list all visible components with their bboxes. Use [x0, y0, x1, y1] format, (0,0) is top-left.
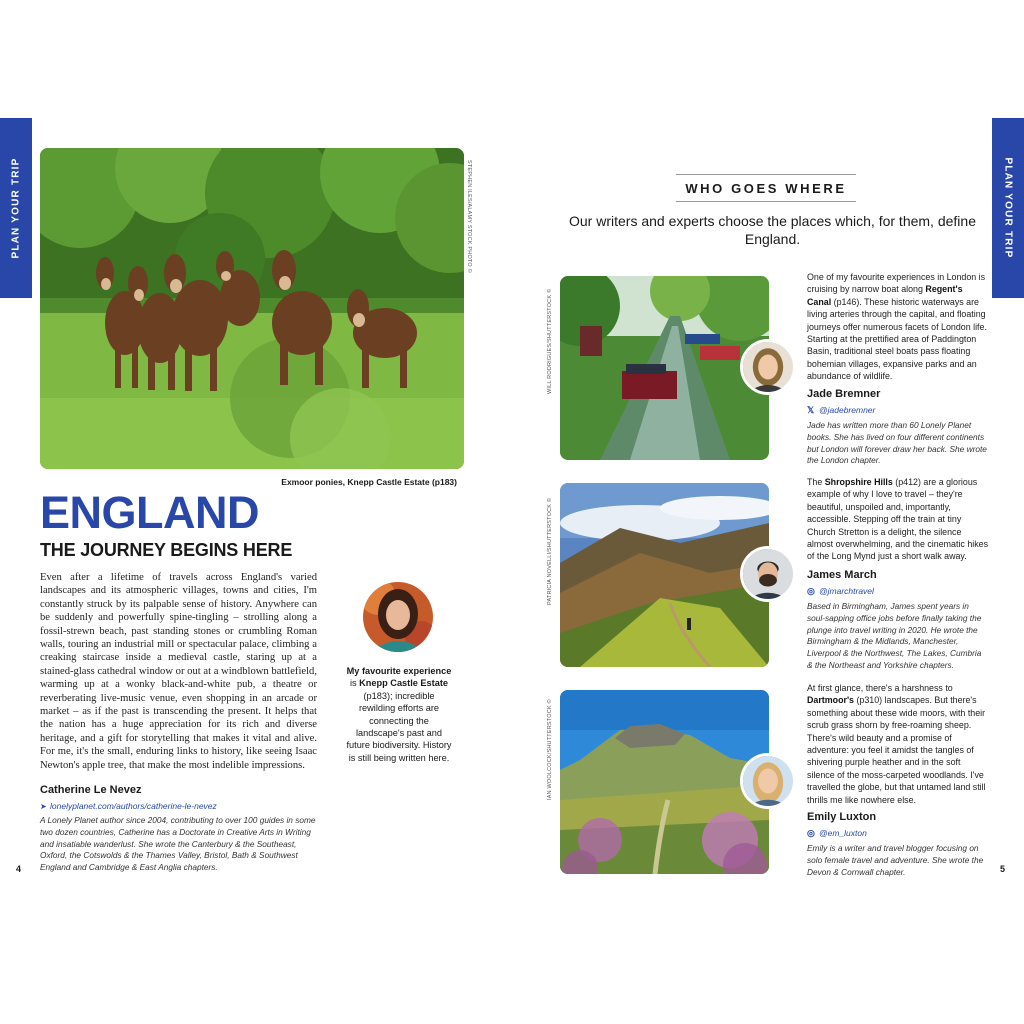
section-heading: WHO GOES WHERE: [685, 181, 847, 196]
section-tab-label: PLAN YOUR TRIP: [1002, 157, 1014, 259]
photo-credit: IAN WOOLCOCK/SHUTTERSTOCK ©: [547, 699, 553, 800]
author-avatar: [740, 753, 796, 809]
favourite-lead: My favourite experience: [346, 666, 452, 676]
page-number-left: 4: [16, 864, 22, 874]
author-bio: Jade has written more than 60 Lonely Planet books. She has lived on four different continents but London will forever draw her back. She wrote the London chapter.: [807, 420, 987, 466]
author-social-handle: @jmarchtravel: [819, 586, 874, 596]
author-social-handle: @em_luxton: [819, 828, 867, 838]
instagram-icon: ◎: [807, 828, 815, 838]
page-number-right: 5: [1000, 864, 1006, 874]
page-title: ENGLAND: [40, 487, 259, 538]
entry-text-a: At first glance, there's a harshness to: [807, 683, 953, 693]
photo-dartmoor: [560, 690, 769, 874]
author-bio: Emily is a writer and travel blogger focusing on solo female travel and adventure. She wrote the Devon & Cornwall chapter.: [807, 843, 984, 877]
author-link-text: lonelyplanet.com/authors/catherine-le-nevez: [50, 801, 217, 811]
section-tab-right: [992, 118, 1024, 298]
page-subtitle: THE JOURNEY BEGINS HERE: [40, 540, 293, 560]
photo-caption: Exmoor ponies, Knepp Castle Estate (p183): [281, 477, 457, 487]
favourite-is: is: [349, 678, 360, 689]
entry-text-b: (p412) are a glorious example of why I love to travel – they're beautiful, unspoiled and, importantly, accessible. Stepping off the train at tiny Church Stretton is a delight, the silence almost overwhelming, and the cinematic hikes of the Long Mynd just a short walk away.: [807, 477, 989, 562]
photo-shropshire-hills: [560, 483, 769, 667]
hero-photo-exmoor-ponies: [40, 148, 464, 469]
section-tab-left: [0, 118, 32, 298]
photo-regents-canal: [560, 276, 769, 460]
author-avatar: [740, 546, 796, 602]
entry-text-b: (p146). These historic waterways are living arteries through the capital, and floating journeys offer numerous facets of London life. Starting at the prettified area of Paddington Basin, traditional steel boats pass floating bohemian villages, expansive parks and an abundance of wildlife.: [807, 296, 987, 382]
photo-credit: STEPHEN ILES/ALAMY STOCK PHOTO ©: [466, 160, 472, 273]
author-name: Catherine Le Nevez: [40, 784, 142, 796]
author-bio: A Lonely Planet author since 2004, contributing to over 100 guides in some two dozen countries, Catherine has a Doctorate in Creative Arts in Writing and insatiable wanderlust. She wrote the Canterbury & the Southeast, Oxford, the Cotswolds & the Thames Valley, Bristol, Bath & Southwest England and Cambridge & East Anglia chapters.: [40, 815, 316, 873]
entry-text-shropshire-hills: [807, 476, 989, 563]
author-name: Emily Luxton: [807, 811, 877, 823]
entry-place: Shropshire Hills: [824, 477, 893, 487]
favourite-place: Knepp Castle Estate: [359, 678, 449, 689]
x-icon: 𝕏: [807, 405, 815, 415]
photo-credit: WILL RODRIGUES/SHUTTERSTOCK ©: [547, 288, 553, 394]
photo-credit: PATRICIA NOVELLI/SHUTTERSTOCK ©: [547, 497, 553, 605]
author-social-link[interactable]: [807, 828, 867, 839]
section-intro: Our writers and experts choose the places which, for them, define England.: [569, 213, 976, 247]
entry-text-a: The: [807, 477, 825, 487]
entry-place: Regent's Canal: [807, 284, 963, 307]
section-tab-label: PLAN YOUR TRIP: [10, 157, 22, 259]
entry-text-b: (p310) landscapes. But there's something about these wide moors, with their scrub grass shorn by free-roaming sheep. There's wild beauty and a promise of adventure: you feel it amidst the tangles of shivering purple heather and in the soft silence of the moss-carpeted woodlands. I've travelled the globe, but that untamed land still thrills me like nowhere else.: [807, 695, 986, 805]
favourite-text: (p183); incredible rewilding efforts are connecting the landscape's past and future biodiversity. History is still being written here.: [346, 690, 452, 763]
author-avatar: [363, 582, 433, 652]
heading-rule-bottom: [676, 201, 856, 202]
author-social-link[interactable]: [807, 586, 874, 597]
author-avatar: [740, 339, 796, 395]
author-social-handle: @jadebremner: [819, 405, 876, 415]
author-link[interactable]: [40, 801, 217, 811]
entry-text-dartmoor: [807, 682, 989, 806]
author-social-link[interactable]: [807, 405, 875, 416]
entry-text-a: One of my favourite experiences in London is cruising by narrow boat along: [807, 272, 986, 295]
instagram-icon: ◎: [807, 586, 815, 596]
author-name: James March: [807, 569, 877, 581]
who-goes-where-header: [676, 174, 856, 202]
entry-place: Dartmoor's: [807, 695, 854, 706]
cursor-pointer-icon: ➤: [40, 802, 47, 811]
author-name: Jade Bremner: [807, 388, 881, 400]
author-bio: Based in Birmingham, James spent years in soul-sapping office jobs before finally taking the plunge into travel writing in 2020. He wrote the Birmingham & the Midlands, Manchester, Liverpool & the Northwest, The Lakes, Cumbria & the Northeast and Yorkshire chapters.: [807, 601, 982, 670]
intro-body-text: Even after a lifetime of travels across England's varied landscapes and its atmospheric villages, towns and cities, I'm constantly struck by its palpable sense of history. Anywhere can be suddenly and powerfully spine-tingling – strolling along a fossil-strewn beach, past standing stones or crumbling Roman walls, touring an industrial mill or spectacular palace, climbing a creaking staircase inside a medieval castle, staring up at a stained-glass cathedral window or out at a windblown battlefield, warming up at a wonky black-and-white pub, a theatre or reverberating live-music venue, even shopping in an arcade or market – as if the past is transcending the present. It helps that the nation has a huge appreciation for its rich and diverse heritage, and a gift for storytelling that makes it vital and alive. For me, it's the small, enduring links to history, like seeing Isaac Newton's apple tree, that make the most indelible impressions.: [40, 572, 317, 771]
favourite-experience-quote: [345, 665, 453, 764]
entry-text-regents-canal: [807, 271, 989, 383]
